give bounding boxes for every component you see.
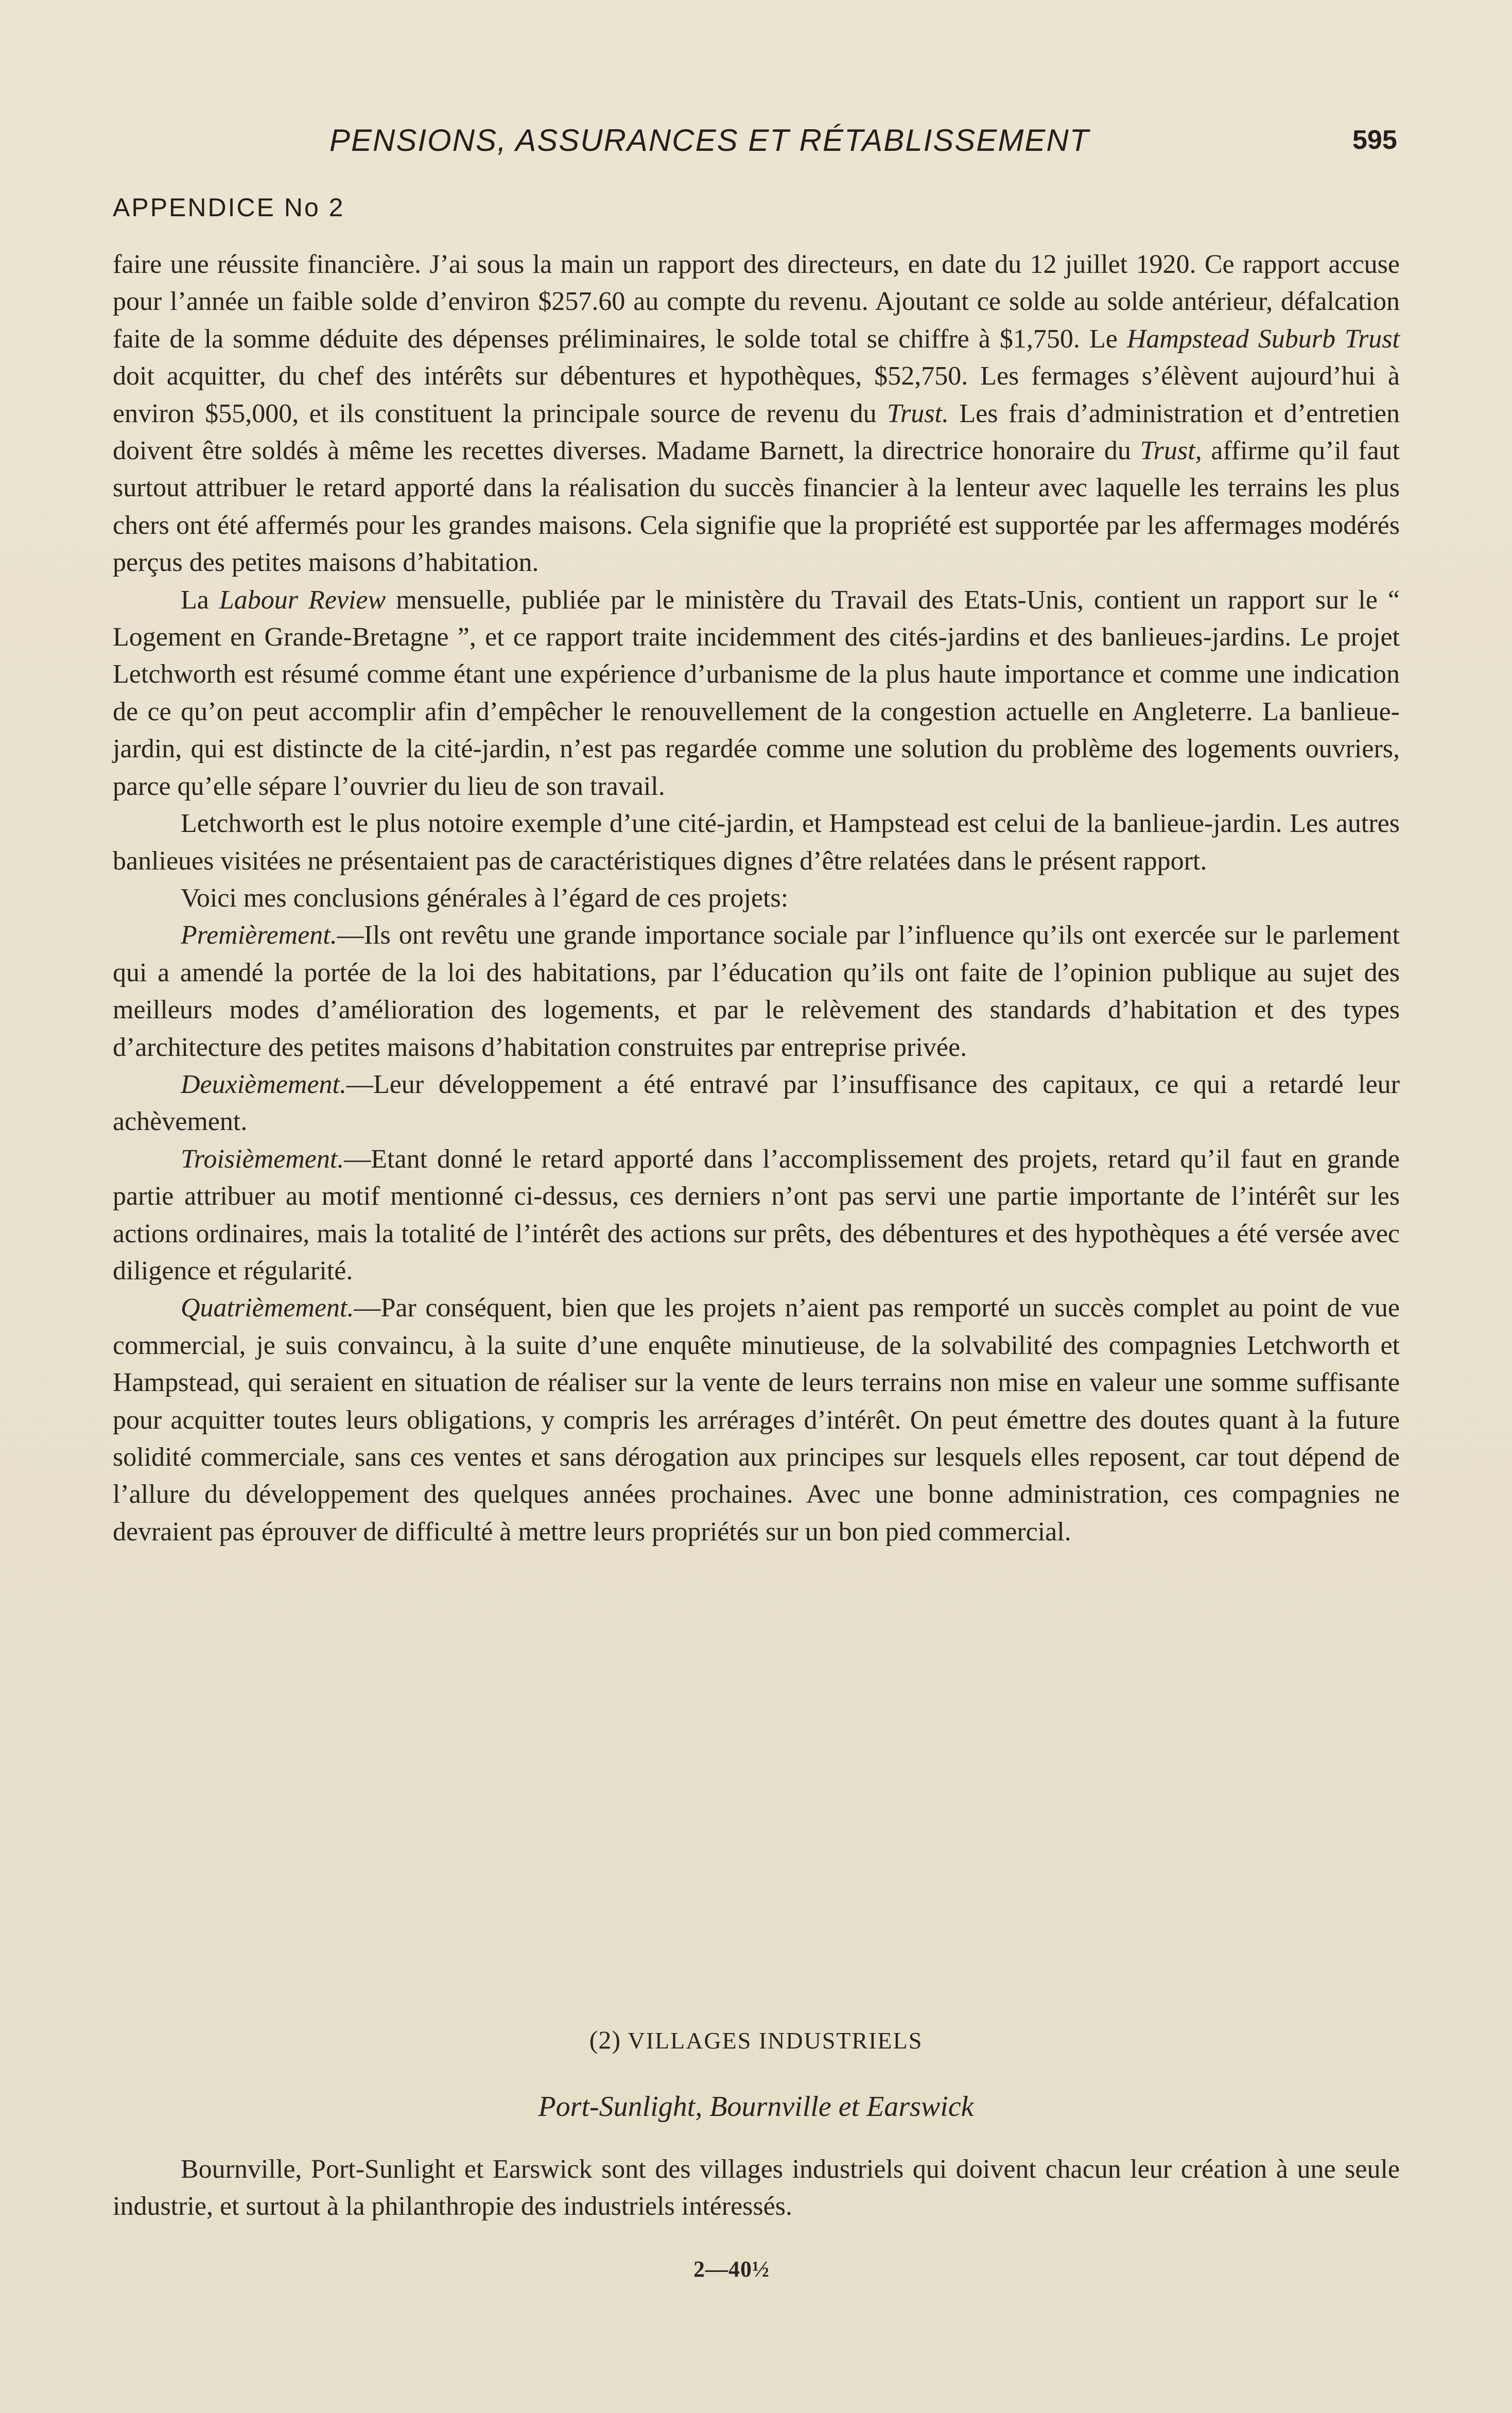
italic-run: Deuxièmement.	[181, 1069, 346, 1099]
paragraph	[113, 805, 1400, 880]
paragraph	[113, 582, 1400, 805]
paragraph	[113, 1066, 1400, 1141]
text-run: Voici mes conclusions générales à l’égard de ces projets:	[181, 883, 789, 913]
italic-run: Premièrement.	[181, 921, 337, 950]
paragraph	[113, 880, 1400, 917]
paragraph	[113, 246, 1400, 582]
italic-run: Troisièmement.	[181, 1144, 344, 1174]
running-title: PENSIONS, ASSURANCES ET RÉTABLISSEMENT	[329, 123, 1090, 158]
text-run: —Ils ont revêtu une grande importance sociale par l’influence qu’ils ont exercée sur le parlement qui a amendé la portée de la loi des habitations, par l’éducation qu’ils ont faite de l’opinion publique au sujet des meilleurs modes d’amélioration des logements, et par le relèvement des standards d’habitation et des types d’architecture des petites maisons d’habitation construites par entreprise privée.	[113, 921, 1400, 1062]
paragraph	[113, 1141, 1400, 1290]
paragraph	[113, 917, 1400, 1066]
text-run: —Par conséquent, bien que les projets n’aient pas remporté un succès complet au point de vue commercial, je suis convaincu, à la suite d’une enquête minutieuse, de la solvabilité des compagnies Letchworth et Hampstead, qui seraient en situation de réaliser sur la vente de leurs terrains non mise en valeur une somme suffisante pour acquitter toutes leurs obligations, y compris les arrérages d’intérêt. On peut émettre des doutes quant à la future solidité commerciale, sans ces ventes et sans dérogation aux principes sur lesquels elles reposent, car tout dépend de l’allure du développement des quelques années prochaines. Avec une bonne administration, ces compagnies ne devraient pas éprouver de difficulté à mettre leurs propriétés sur un bon pied commercial.	[113, 1293, 1400, 1547]
paragraph: Bournville, Port-Sunlight et Earswick sont des villages industriels qui doivent chacun leur création à une seule industrie, et surtout à la philanthropie des industriels intéressés.	[113, 2155, 1400, 2221]
section-title: VILLAGES INDUSTRIELS	[628, 2027, 923, 2054]
text-run: La	[181, 585, 219, 615]
italic-run: Trust.	[887, 398, 949, 428]
signature-mark: 2—40½	[693, 2256, 770, 2282]
text-run: doit acquitter, du chef des intérêts sur débentures et hypothèques, $52,750. Les fermages s’élèvent aujourd’hui à environ $55,000, et ils constituent la principale source de revenu du	[113, 361, 1400, 428]
text-run: —Etant donné le retard apporté dans l’accomplissement des projets, retard qu’il faut en grande partie attribuer au motif mentionné ci-dessus, ces derniers n’ont pas servi une partie importante de l’intérêt sur les actions ordinaires, mais la totalité de l’intérêt des actions sur prêts, des débentures et des hypothèques a été versée avec diligence et régularité.	[113, 1144, 1400, 1286]
section-number: (2)	[589, 2025, 621, 2054]
final-text	[113, 2151, 1400, 2226]
paragraph	[113, 1290, 1400, 1551]
section-heading	[0, 2025, 1512, 2055]
italic-run: Quatrièmement.	[181, 1293, 354, 1323]
page-number: 595	[1352, 125, 1397, 155]
text-run: —Leur développement a été entravé par l’insuffisance des capitaux, ce qui a retardé leur achèvement.	[113, 1069, 1400, 1137]
text-run: mensuelle, publiée par le ministère du Travail des Etats-Unis, contient un rapport sur le “ Logement en Grande-Bretagne ”, et ce rapport traite incidemment des cités-jardins et des banlieues-jardins. Le projet Letchworth est résumé comme étant une expérience d’urbanisme de la plus haute importance et comme une indication de ce qu’on peut accomplir afin d’empêcher le renouvellement de la congestion actuelle en Angleterre. La banlieue-jardin, qui est distincte de la cité-jardin, n’est pas regardée comme une solution du problème des logements ouvriers, parce qu’elle sépare l’ouvrier du lieu de son travail.	[113, 585, 1400, 801]
appendix-label: APPENDICE No 2	[113, 193, 345, 222]
text-run: affirme qu’il faut surtout attribuer le retard apporté dans la réalisation du succès financier à la lenteur avec laquelle les terrains les plus chers ont été affermés pour les grandes maisons. Cela signifie que la propriété est supportée par les affermages modérés perçus des petites maisons d’habitation.	[113, 436, 1400, 578]
italic-run: Labour Review	[219, 585, 386, 615]
main-text	[113, 246, 1400, 1551]
italic-run: Trust,	[1140, 436, 1202, 466]
text-run: faire une réussite financière. J’ai sous la main un rapport des directeurs, en date du 12 juillet 1920. Ce rapport accuse pour l’année un faible solde d’environ $257.60 au compte du revenu. Ajoutant ce solde au solde antérieur, défalcation faite de la somme déduite des dépenses préliminaires, le solde total se chiffre à $1,750. Le	[113, 250, 1400, 354]
italic-run: Hampstead Suburb Trust	[1126, 324, 1400, 354]
text-run: Letchworth est le plus notoire exemple d’une cité-jardin, et Hampstead est celui de la banlieue-jardin. Les autres banlieues visitées ne présentaient pas de caractéristiques dignes d’être relatées dans le présent rapport.	[113, 809, 1400, 876]
text-run: Les frais d’administration et d’entretien doivent être soldés à même les recettes diverses. Madame Barnett, la directrice honoraire du	[113, 398, 1400, 466]
subsection-heading: Port-Sunlight, Bournville et Earswick	[538, 2091, 974, 2123]
